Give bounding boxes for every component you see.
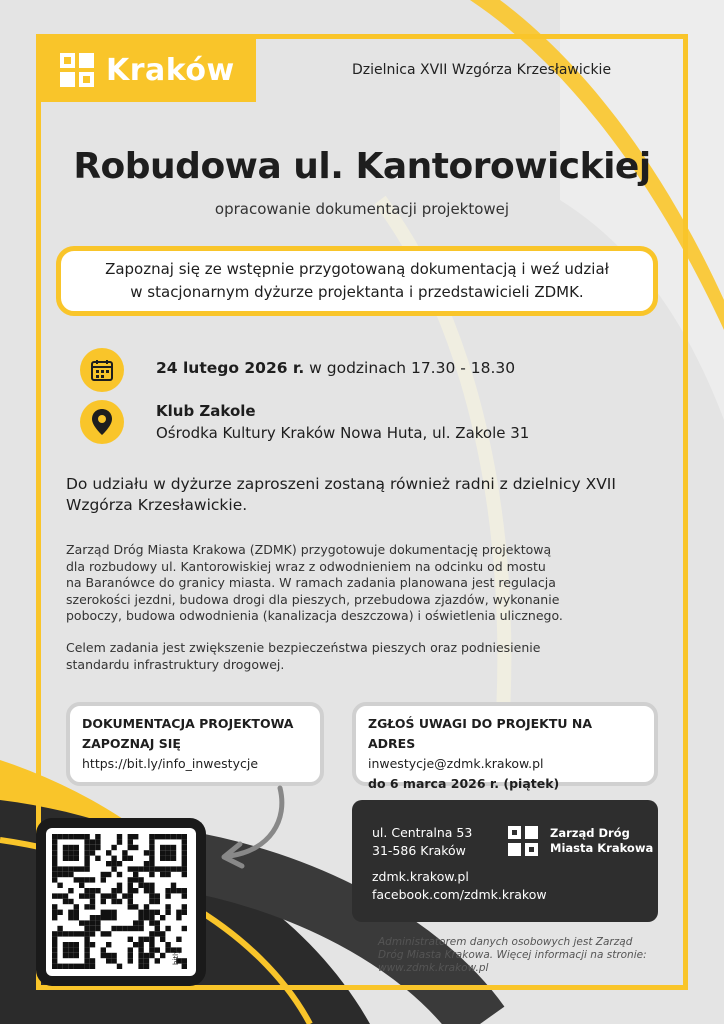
zdmk-logo-line-2: Miasta Krakowa	[550, 841, 654, 855]
invite-line-2: Wzgórza Krzesławickie.	[66, 496, 248, 514]
page-subtitle: opracowanie dokumentacji projektowej	[214, 200, 510, 218]
admin-note-line-3[interactable]: www.zdmk.krakow.pl	[378, 962, 489, 974]
description-line: Zarząd Dróg Miasta Krakowa (ZDMK) przygotowuje dokumentację projektową	[66, 542, 552, 557]
docs-link[interactable]: https://bit.ly/info_inwestycje	[82, 756, 259, 771]
district-name: Dzielnica XVII Wzgórza Krzesławickie	[352, 62, 612, 78]
calendar-icon	[80, 348, 124, 392]
callout-line-2: w stacjonarnym dyżurze projektanta i przedstawicieli ZDMK.	[130, 283, 584, 301]
callout-line-1: Zapoznaj się ze wstępnie przygotowaną dokumentacją i weź udział	[105, 260, 609, 278]
event-date-bold: 24 lutego 2026 r.	[156, 359, 305, 377]
description-line: poboczy, budowa odwodnienia (kanalizacja deszczowa) i oświetlenia ulicznego.	[66, 608, 563, 623]
krakow-logo	[40, 38, 256, 102]
event-date	[156, 359, 515, 377]
contact-website[interactable]: zdmk.krakow.pl	[372, 869, 469, 884]
docs-card-line-1: DOKUMENTACJA PROJEKTOWA	[82, 716, 294, 731]
description-paragraph-2	[66, 640, 662, 673]
invite-text	[66, 474, 666, 516]
comments-email[interactable]: inwestycje@zdmk.krakow.pl	[368, 756, 544, 771]
comments-deadline: do 6 marca 2026 r. (piątek)	[368, 776, 560, 791]
description-line: na Baranówce do granicy miasta. W ramach zadania planowana jest regulacja	[66, 575, 556, 590]
description-line: Celem zadania jest zwiększenie bezpieczeństwa pieszych oraz podniesienie	[66, 640, 541, 655]
comments-card	[352, 702, 658, 791]
description-line: dla rozbudowy ul. Kantorowiskiej wraz z odwodnieniem na odcinku od mostu	[66, 558, 546, 574]
contact-city: 31-586 Kraków	[372, 843, 466, 858]
venue-address: Ośrodka Kultury Kraków Nowa Huta, ul. Zakole 31	[156, 424, 530, 442]
zdmk-logo-line-1: Zarząd Dróg	[550, 826, 630, 840]
venue-name: Klub Zakole	[156, 402, 256, 420]
docs-card-line-2: ZAPOZNAJ SIĘ	[82, 736, 181, 751]
page-title: Robudowa ul. Kantorowickiej	[73, 146, 651, 187]
qr-code-frame	[36, 818, 206, 986]
location-pin-icon	[80, 400, 124, 444]
qr-label: bitly	[172, 949, 180, 965]
description-line: standardu infrastruktury drogowej.	[66, 656, 285, 672]
invite-line-1: Do udziału w dyżurze zaproszeni zostaną również radni z dzielnicy XVII	[66, 475, 616, 493]
contact-street: ul. Centralna 53	[372, 825, 473, 840]
admin-note	[378, 936, 668, 975]
krakow-logo-icon	[60, 53, 94, 87]
logo-text: Kraków	[106, 52, 235, 88]
description-line: szerokości jezdni, budowa drogi dla pieszych, przebudowa zjazdów, wykonanie	[66, 591, 560, 607]
curved-arrow-icon	[210, 780, 300, 870]
contact-facebook[interactable]: facebook.com/zdmk.krakow	[372, 887, 547, 902]
event-time: w godzinach 17.30 - 18.30	[304, 359, 516, 377]
callout-box	[56, 246, 658, 316]
docs-card	[66, 702, 324, 786]
contact-box	[352, 800, 658, 922]
description-paragraph-1	[66, 542, 662, 625]
admin-note-line-1: Administratorem danych osobowych jest Zarząd	[378, 936, 633, 948]
comments-heading: ZGŁOŚ UWAGI DO PROJEKTU NA ADRES	[368, 716, 593, 751]
zdmk-logo-icon	[508, 826, 538, 859]
admin-note-line-2: Dróg Miasta Krakowa. Więcej informacji na stronie:	[378, 949, 647, 961]
